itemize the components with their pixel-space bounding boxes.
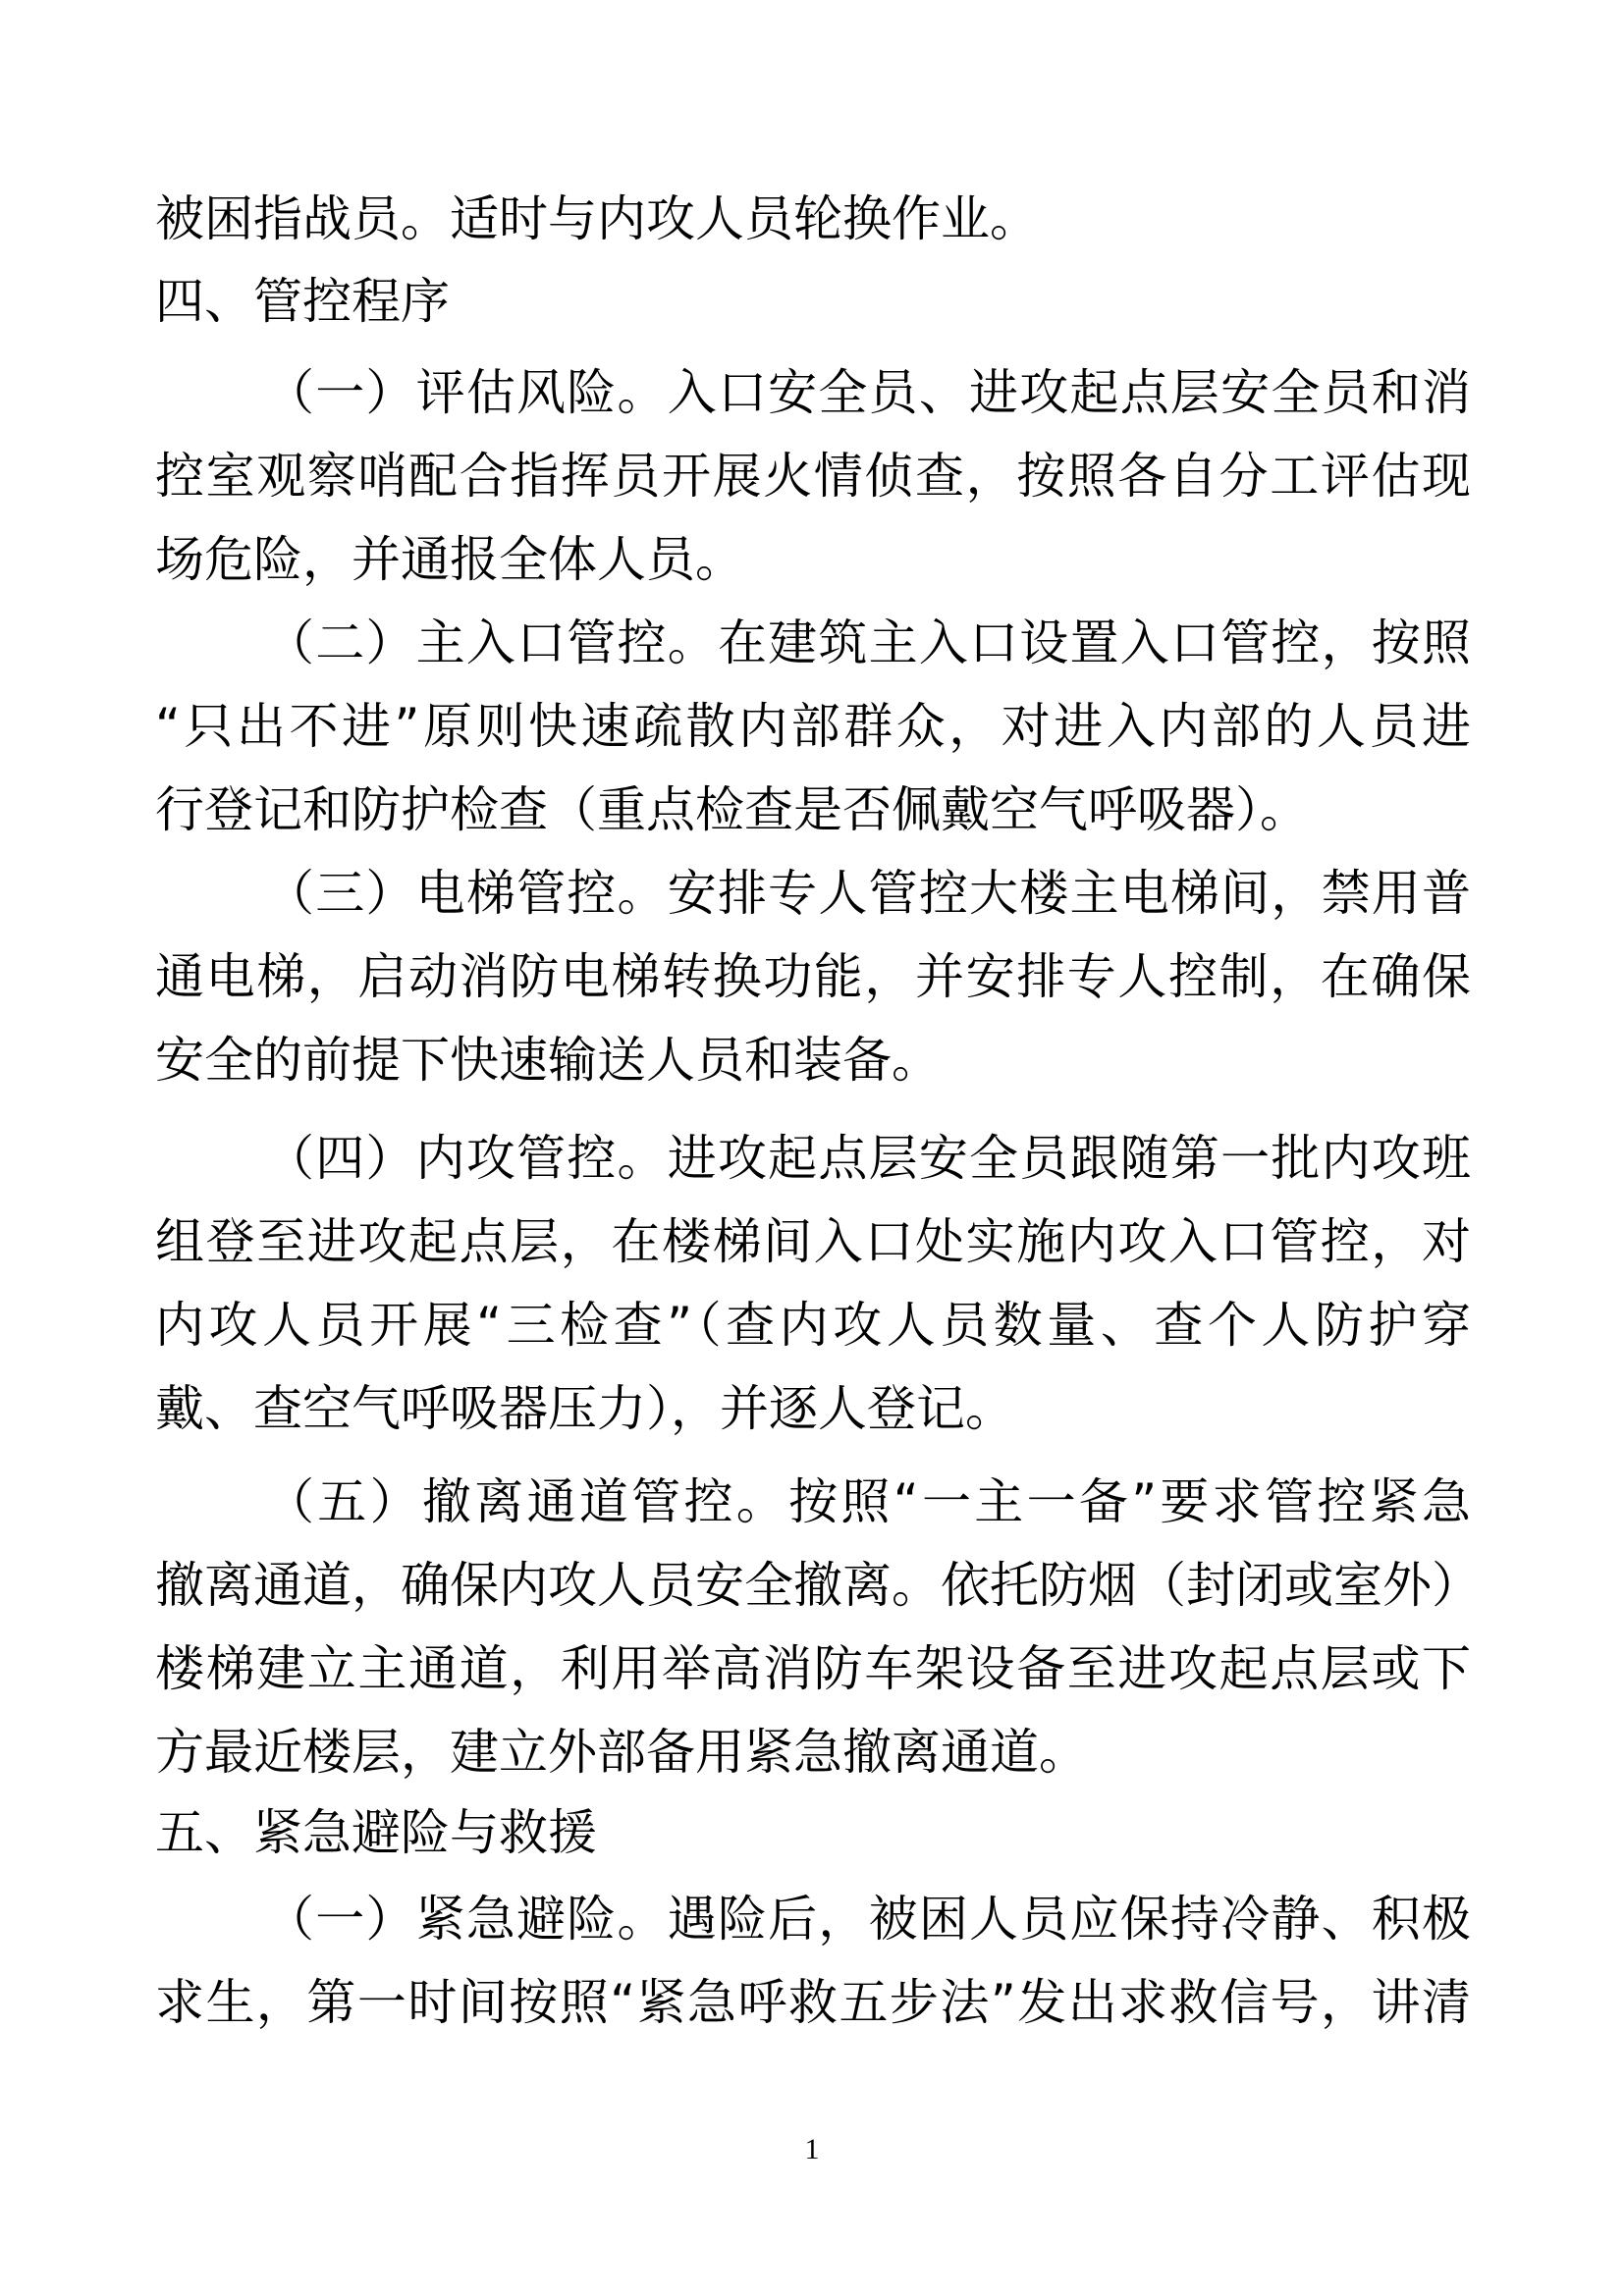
text-line: “只出不进”原则快速疏散内部群众，对进入内部的人员进 — [155, 698, 1471, 755]
page-number: 1 — [804, 2133, 820, 2165]
text-line: （三）电梯管控。安排专人管控大楼主电梯间，禁用普 — [265, 865, 1471, 922]
text-line: 戴、查空气呼吸器压力），并逐人登记。 — [155, 1380, 1014, 1437]
text-line: （一）紧急避险。遇险后，被困人员应保持冷静、积极 — [265, 1891, 1471, 1948]
text-line: （一）评估风险。入口安全员、进攻起点层安全员和消 — [265, 364, 1471, 421]
text-line: 被困指战员。适时与内攻人员轮换作业。 — [155, 190, 1039, 247]
text-line: 控室观察哨配合指挥员开展火情侦查，按照各自分工评估现 — [155, 448, 1471, 505]
text-line: 场危险，并通报全体人员。 — [155, 531, 744, 588]
text-line: （二）主入口管控。在建筑主入口设置入口管控，按照 — [265, 614, 1471, 671]
text-line: （四）内攻管控。进攻起点层安全员跟随第一批内攻班 — [265, 1130, 1471, 1187]
text-line: 内攻人员开展“三检查”（查内攻人员数量、查个人防护穿 — [155, 1297, 1471, 1354]
text-line: 撤离通道，确保内攻人员安全撤离。依托防烟（封闭或室外） — [155, 1557, 1481, 1614]
text-line: 楼梯建立主通道，利用举高消防车架设备至进攻起点层或下 — [155, 1640, 1471, 1697]
text-line: 安全的前提下快速输送人员和装备。 — [155, 1032, 941, 1089]
text-line: 求生，第一时间按照“紧急呼救五步法”发出求救信号，讲清 — [155, 1974, 1471, 2031]
text-line: 行登记和防护检查（重点检查是否佩戴空气呼吸器）。 — [155, 781, 1309, 838]
text-line: 方最近楼层，建立外部备用紧急撤离通道。 — [155, 1724, 1088, 1781]
section-heading: 四、管控程序 — [155, 273, 450, 330]
text-line: 组登至进攻起点层，在楼梯间入口处实施内攻入口管控，对 — [155, 1213, 1471, 1270]
text-line: 通电梯，启动消防电梯转换功能，并安排专人控制，在确保 — [155, 948, 1471, 1005]
text-line: （五）撤离通道管控。按照“一主一备”要求管控紧急 — [265, 1473, 1471, 1530]
section-heading: 五、紧急避险与救援 — [155, 1804, 597, 1861]
